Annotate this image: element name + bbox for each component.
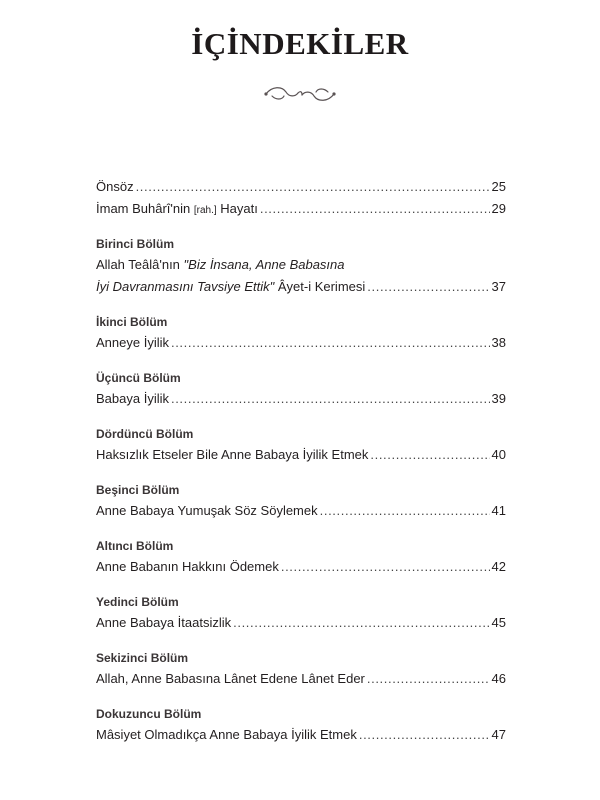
toc-page-number: 39 [491, 391, 506, 406]
chapter-heading: Dokuzuncu Bölüm [96, 707, 202, 721]
dot-leader [359, 724, 490, 746]
chapter-heading: Üçüncü Bölüm [96, 371, 181, 385]
toc-entry-text [96, 276, 365, 298]
dot-leader [136, 176, 490, 198]
toc-entry-imam-buhari[interactable] [96, 198, 506, 220]
dot-leader [281, 556, 490, 578]
toc-entry-text-part: İmam Buhârî'nin [96, 201, 194, 216]
toc-section-chapter-7 [96, 592, 506, 634]
chapter-heading: Altıncı Bölüm [96, 539, 174, 553]
quoted-verse-text: İyi Davranmasını Tavsiye Ettik" [96, 279, 275, 294]
toc-page-number: 38 [491, 335, 506, 350]
toc-entry-text: Anne Babanın Hakkını Ödemek [96, 559, 279, 574]
toc-entry-text: Anne Babaya İtaatsizlik [96, 615, 232, 630]
honorific-abbreviation: [rah.] [193, 205, 217, 216]
chapter-heading: Dördüncü Bölüm [96, 427, 194, 441]
toc-section-chapter-6 [96, 536, 506, 578]
table-of-contents [96, 176, 506, 746]
toc-entry-chapter-5[interactable] [96, 500, 506, 522]
toc-entry-text [96, 198, 258, 222]
flourish-divider-icon [262, 82, 338, 104]
toc-section-chapter-3 [96, 368, 506, 410]
toc-entry-text-part: Hayatı [216, 201, 258, 216]
toc-page-number: 29 [491, 201, 506, 216]
toc-entry-chapter-8[interactable] [96, 668, 506, 690]
toc-page-number: 46 [491, 671, 506, 686]
chapter-heading: Beşinci Bölüm [96, 483, 180, 497]
dot-leader [260, 198, 490, 220]
toc-entry-text: Allah, Anne Babasına Lânet Edene Lânet Eder [96, 671, 365, 686]
dot-leader [367, 668, 490, 690]
toc-entry-chapter-4[interactable] [96, 444, 506, 466]
toc-entry-chapter-3[interactable] [96, 388, 506, 410]
page-title: İÇİNDEKİLER [191, 26, 409, 61]
toc-entry-text-part: Âyet-i Kerimesi [274, 279, 366, 294]
toc-section-chapter-8 [96, 648, 506, 690]
dot-leader [171, 388, 490, 410]
toc-entry-chapter-2[interactable] [96, 332, 506, 354]
toc-section-chapter-4 [96, 424, 506, 466]
toc-section-chapter-9 [96, 704, 506, 746]
quoted-verse-text: "Biz İnsana, Anne Babasına [183, 257, 345, 272]
toc-entry-chapter-6[interactable] [96, 556, 506, 578]
toc-entry-text-line [96, 254, 506, 276]
toc-section-chapter-2 [96, 312, 506, 354]
toc-entry-text: Anne Babaya Yumuşak Söz Söylemek [96, 503, 318, 518]
toc-page-number: 45 [491, 615, 506, 630]
toc-entry-chapter-7[interactable] [96, 612, 506, 634]
chapter-heading: İkinci Bölüm [96, 315, 168, 329]
toc-page-number: 47 [491, 727, 506, 742]
toc-page-number: 40 [491, 447, 506, 462]
chapter-heading: Sekizinci Bölüm [96, 651, 189, 665]
toc-entry-text: Önsöz [96, 179, 134, 194]
dot-leader [370, 444, 489, 466]
toc-entry-chapter-9[interactable] [96, 724, 506, 746]
toc-entry-chapter-1[interactable] [96, 276, 506, 298]
toc-entry-text: Babaya İyilik [96, 391, 169, 406]
toc-entry-text: Mâsiyet Olmadıkça Anne Babaya İyilik Etmek [96, 727, 357, 742]
chapter-heading: Yedinci Bölüm [96, 595, 179, 609]
toc-page-number: 41 [491, 503, 506, 518]
dot-leader [171, 332, 490, 354]
toc-entry-text-part: Allah Teâlâ'nın [96, 257, 184, 272]
dot-leader [367, 276, 489, 298]
toc-page-number: 25 [491, 179, 506, 194]
toc-page-number: 42 [491, 559, 506, 574]
toc-page-number: 37 [491, 279, 506, 294]
dot-leader [320, 500, 490, 522]
dot-leader [233, 612, 489, 634]
toc-entry-text: Anneye İyilik [96, 335, 169, 350]
toc-entry-text: Haksızlık Etseler Bile Anne Babaya İyilik Etmek [96, 447, 369, 462]
chapter-heading: Birinci Bölüm [96, 237, 175, 251]
toc-section-chapter-1 [96, 234, 506, 298]
toc-entry-onsoz[interactable] [96, 176, 506, 198]
toc-section-chapter-5 [96, 480, 506, 522]
